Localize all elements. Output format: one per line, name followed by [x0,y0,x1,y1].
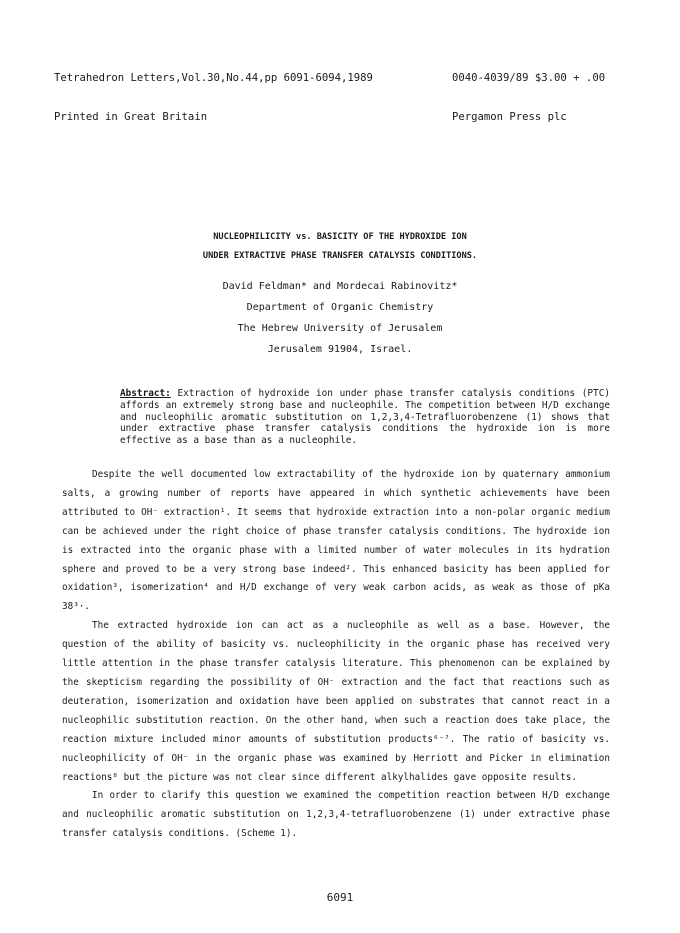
abstract [120,388,610,447]
author-university: The Hebrew University of Jerusalem [237,323,443,334]
title-line-1: NUCLEOPHILICITY vs. BASICITY OF THE HYDROXIDE ION [213,232,467,242]
body-text [62,466,610,844]
abstract-label: Abstract: [120,388,171,399]
article-title [0,228,680,266]
running-header-right [452,46,605,150]
author-names: David Feldman* and Mordecai Rabinovitz* [222,281,458,292]
page-number: 6091 [326,891,354,904]
running-header-left [54,46,373,150]
author-department: Department of Organic Chemistry [246,302,434,313]
title-line-2: UNDER EXTRACTIVE PHASE TRANSFER CATALYSIS CONDITIONS. [202,251,478,261]
paragraph-1: Despite the well documented low extractability of the hydroxide ion by quaternary ammonium salts, a growing number of reports have appeared in which synthetic achievements have been attributed to OH⁻ extraction¹. It seems that hydroxide extraction into a non-polar organic medium can be achieved under the right choice of phase transfer catalysis conditions. The hydroxide ion is extracted into the organic phase with a limited number of water molecules in its hydration sphere and proved to be a very strong base indeed². This enhanced basicity has been applied for oxidation³, isomerization⁴ and H/D exchange of very weak carbon acids, as weak as those of pKa 38³·. [62,469,610,613]
printed-in: Printed in Great Britain [54,111,208,123]
paragraph-2: The extracted hydroxide ion can act as a nucleophile as well as a base. However, the question of the ability of basicity vs. nucleophilicity in the organic phase has received very little attention in the phase transfer catalysis literature. This phenomenon can be explained by the skepticism regarding the possibility of OH⁻ extraction and the fact that reactions such as deuteration, isomerization and oxidation have been applied on substrates that cannot react in a nucleophilic substitution reaction. On the other hand, when such a reaction does take place, the reaction mixture included minor amounts of substitution products⁶⁻⁷. The ratio of basicity vs. nucleophilicity of OH⁻ in the organic phase was examined by Herriott and Picker in elimination reactions⁸ but the picture was not clear since different alkylhalides gave opposite results. [62,620,610,783]
author-block [0,276,680,360]
author-location: Jerusalem 91904, Israel. [267,344,413,355]
paragraph-3: In order to clarify this question we examined the competition reaction between H/D exchange and nucleophilic aromatic substitution on 1,2,3,4-tetrafluorobenzene (1) under extractive phase transfer catalysis conditions. (Scheme 1). [62,790,610,840]
publisher: Pergamon Press plc [452,111,567,123]
abstract-text: Extraction of hydroxide ion under phase transfer catalysis conditions (PTC) affords an extremely strong base and nucleophile. The competition between H/D exchange and nucleophilic aromatic substitution on 1,2,3,4-Tetrafluorobenzene (1) shows that under extractive phase transfer catalysis conditions the hydroxide ion is more effective as a base than as a nucleophile. [120,388,610,447]
issn-price: 0040-4039/89 $3.00 + .00 [452,72,606,84]
journal-citation: Tetrahedron Letters,Vol.30,No.44,pp 6091-6094,1989 [54,72,373,84]
